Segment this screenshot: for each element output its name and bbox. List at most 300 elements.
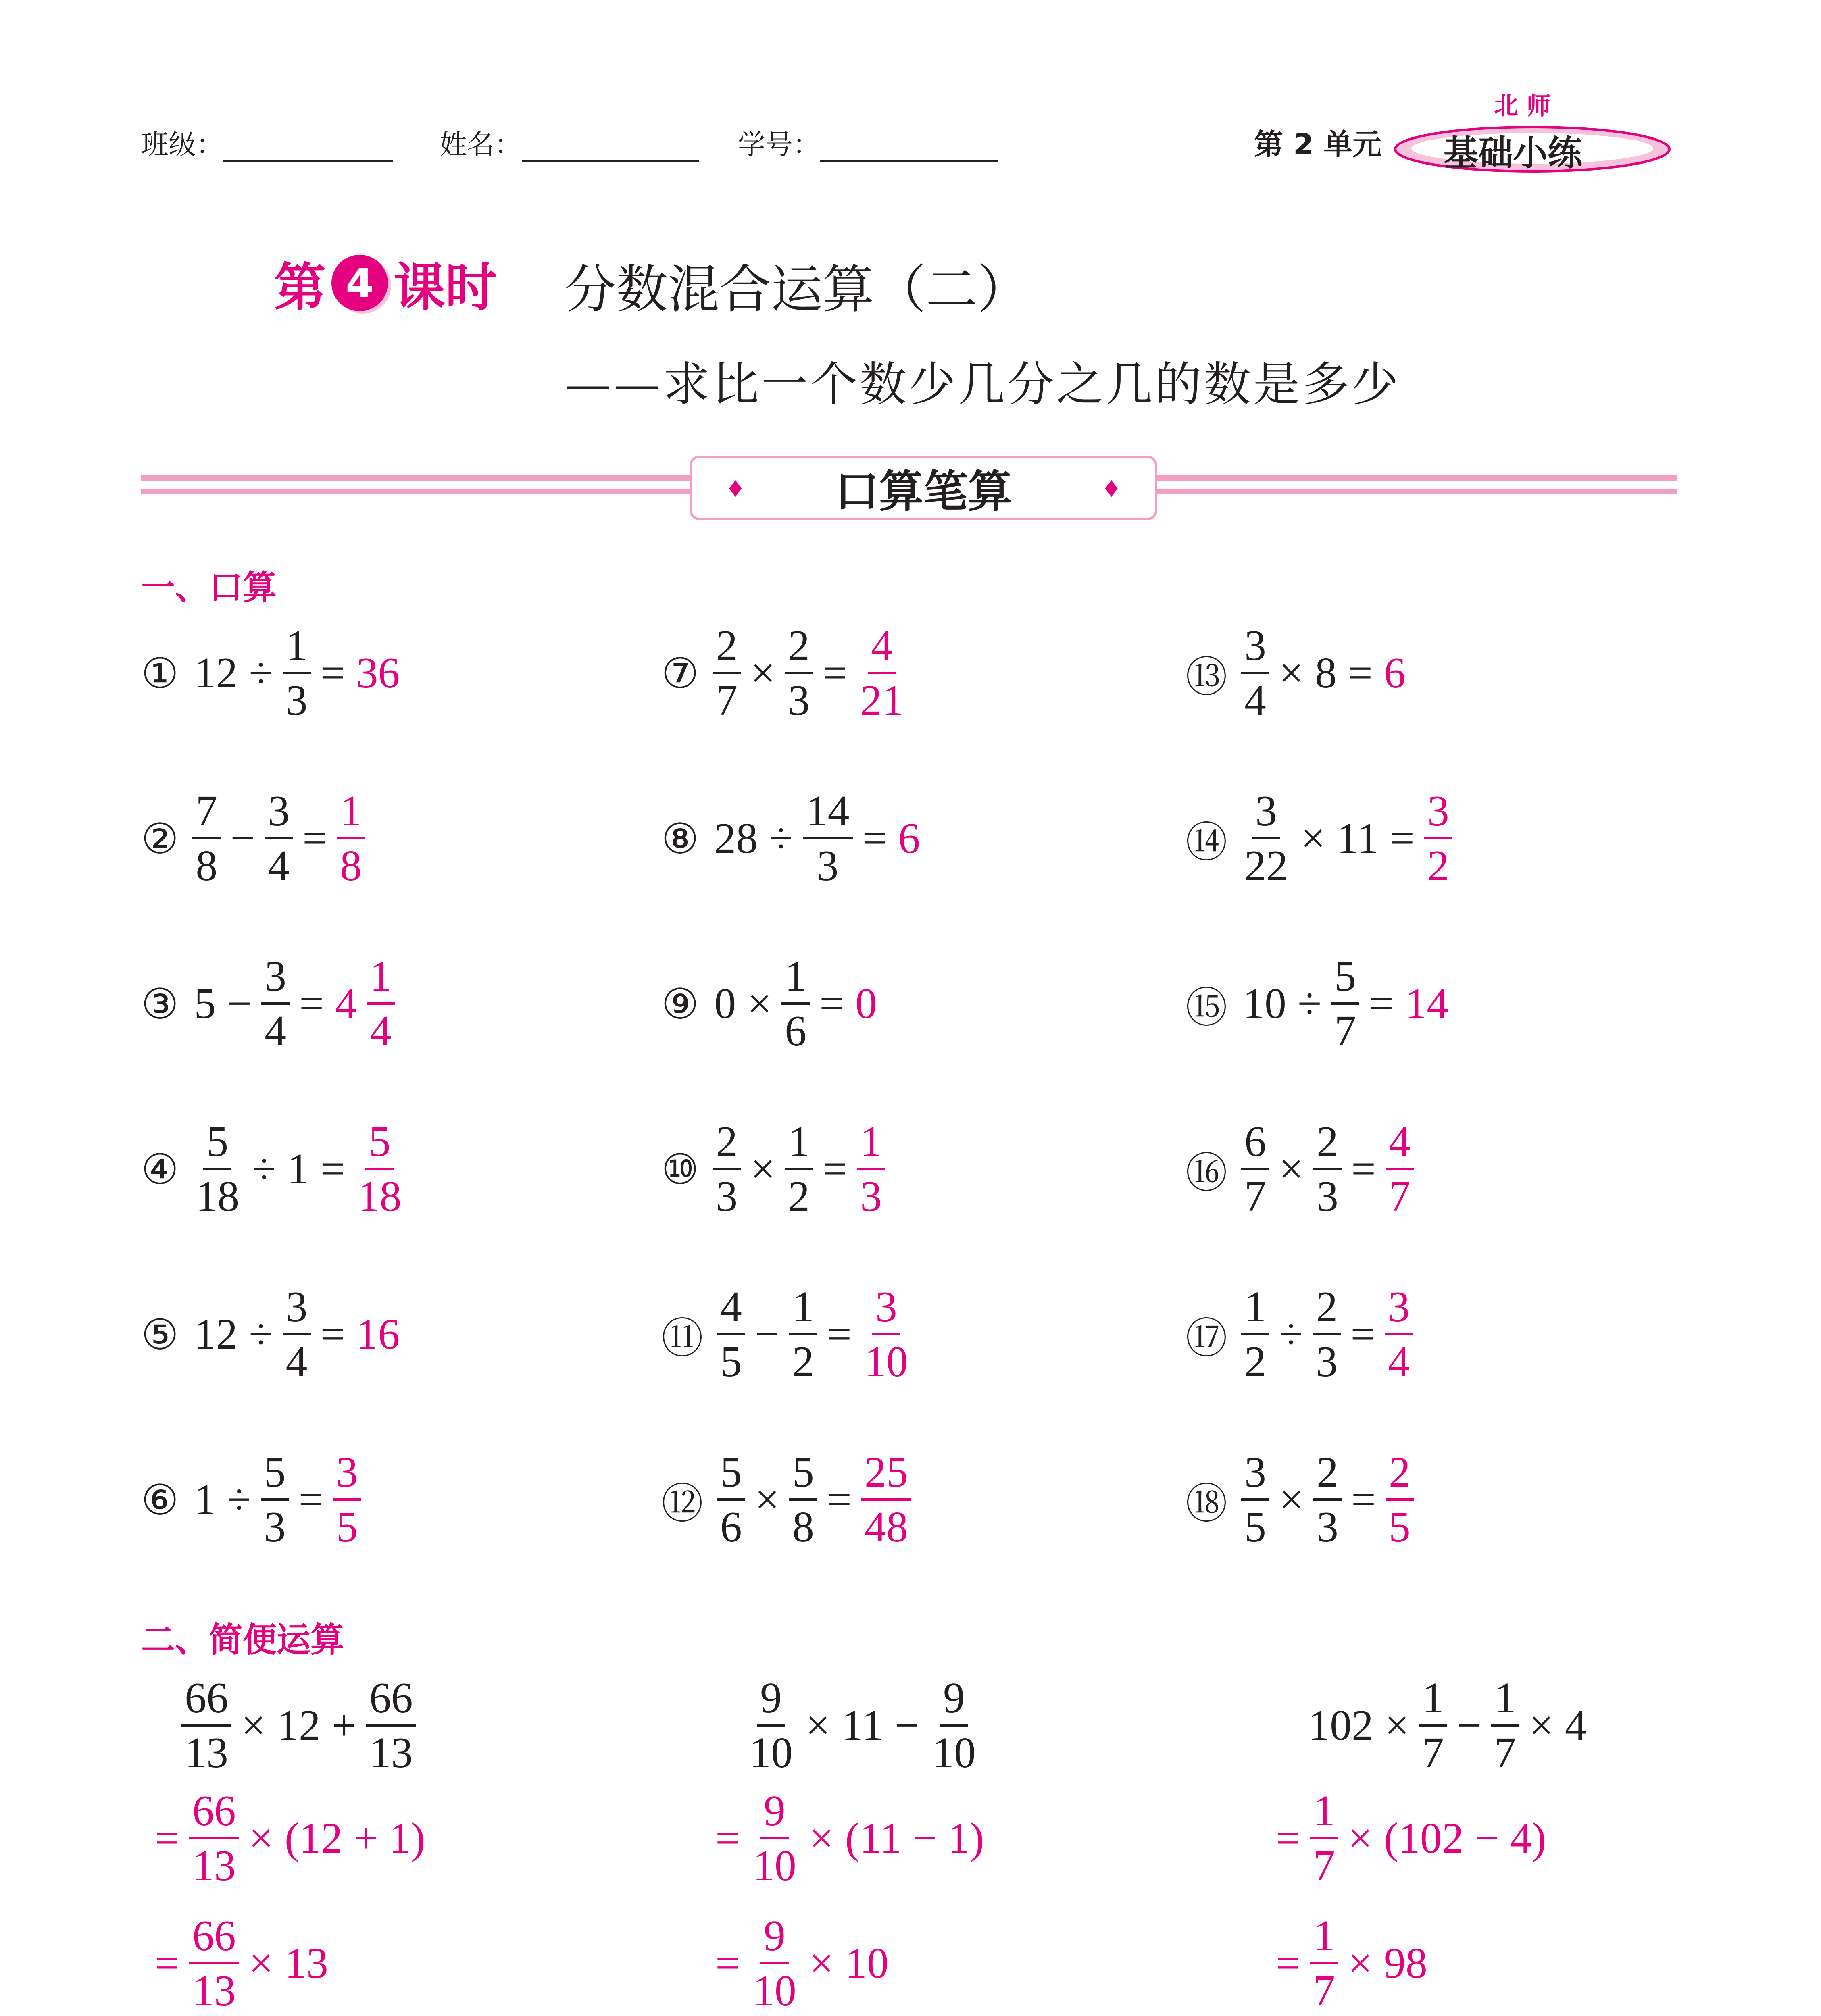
answer: 0 [855,980,877,1028]
math-token: = [715,1939,740,1987]
diamond-icon: ♦ [1104,472,1119,503]
math-token: ÷ [249,1310,273,1358]
id-label: 学号： [738,129,821,161]
denominator: 6 [720,1503,742,1551]
fraction [189,1914,239,2013]
fraction [781,952,810,1055]
oral-problem [141,948,399,1060]
denominator: 2 [792,1338,814,1386]
solution-step [1270,1907,1433,2016]
name-label: 姓名： [440,129,522,161]
fraction [265,789,293,888]
numerator: 1 [337,789,365,839]
fraction [283,624,311,723]
math-token: × [1385,1702,1409,1749]
oral-problem [661,617,911,730]
math-token: × [747,980,772,1028]
fraction [261,1448,289,1551]
denominator: 3 [788,677,810,725]
numerator: 4 [717,1285,745,1335]
id-blank[interactable] [820,129,998,162]
fraction [717,1448,745,1551]
math-token: − [227,980,252,1028]
math-token: 5 [194,980,216,1028]
math-token: ÷ [769,814,793,862]
fraction [713,624,741,723]
lesson-prefix: 第 [274,258,326,318]
denominator: 18 [196,1173,240,1220]
math-token: × [1348,1814,1373,1862]
math-token: (12 + 1) [284,1814,425,1862]
numerator: 9 [757,1677,785,1727]
problem-number: ⑥ [141,1477,179,1524]
math-token: ÷ [249,649,273,697]
oral-problem [141,1278,405,1391]
problem-number: ⑨ [661,981,699,1028]
math-token: × [809,1814,834,1862]
denominator: 10 [752,1842,796,1890]
answer [337,789,365,888]
answer [857,624,907,723]
answer: 6 [1383,649,1406,697]
numerator: 3 [283,1285,311,1335]
problem-number: ⑩ [661,1147,699,1193]
denominator: 13 [185,1729,228,1777]
oral-problem [141,1443,365,1556]
answer: 36 [356,649,400,697]
numerator: 4 [868,624,896,674]
math-token: = [823,649,848,697]
answer: 16 [356,1310,400,1358]
fraction [1241,624,1269,723]
oral-problem [661,782,925,895]
diamond-icon: ♦ [728,472,743,503]
numerator: 5 [789,1451,817,1501]
numerator: 3 [1424,789,1452,839]
numerator: 2 [1313,1285,1341,1335]
math-token: × [1279,649,1304,697]
math-token: = [862,814,887,862]
denominator: 3 [817,842,839,890]
denominator: 7 [716,677,738,725]
numerator: 1 [1310,1789,1338,1839]
denominator: 2 [1427,842,1449,890]
fraction [1419,1674,1447,1777]
banner-stripe-left-2 [141,489,690,494]
answer: 14 [1405,980,1449,1028]
oral-problem [1186,1113,1418,1226]
math-token: = [1390,814,1415,862]
numerator: 14 [803,789,853,839]
solution-step [710,1782,990,1895]
class-label: 班级： [141,129,224,161]
class-blank[interactable] [223,129,393,162]
fraction [713,1120,741,1218]
fraction [261,952,290,1055]
oral-problem [661,948,883,1060]
answer [1424,789,1452,888]
fraction [189,1789,239,1888]
problem-number: ⑫ [661,1481,704,1527]
numerator: 1 [1310,1914,1338,1964]
banner-stripe-right-2 [1157,489,1677,494]
math-token: ÷ [252,1145,276,1193]
fraction [789,1448,817,1551]
fraction [785,1120,813,1218]
answer [333,1448,361,1551]
math-token: (11 − 1) [845,1814,984,1862]
math-token: = [1276,1814,1300,1862]
numerator: 3 [1252,789,1280,839]
answer [1385,1285,1413,1384]
numerator: 2 [713,624,741,674]
numerator: 3 [872,1285,900,1335]
solution-step [710,1907,894,2016]
brand-main: 基础小练 [1444,133,1582,173]
math-token: × [755,1476,779,1524]
fraction [1310,1914,1338,2013]
brand-top: 北 师 [1494,92,1551,120]
denominator: 2 [1244,1338,1267,1386]
oral-problem [1186,782,1456,895]
lesson-title: 分数混合运算（二） [565,260,1029,320]
numerator: 3 [333,1451,361,1501]
denominator: 7 [1388,1173,1411,1220]
fraction [1241,1120,1269,1218]
math-token: 10 [1243,980,1287,1028]
fraction [1491,1674,1519,1777]
math-token: 98 [1383,1939,1427,1987]
unit-label: 第 2 单元 [1254,127,1382,161]
denominator: 4 [1388,1338,1410,1386]
numerator: 25 [861,1451,911,1501]
fraction [750,1789,800,1888]
math-token: 1 [287,1145,309,1193]
math-token: = [1348,649,1373,697]
numerator: 1 [1491,1677,1519,1727]
math-token: − [755,1310,779,1358]
math-token: (102 − 4) [1383,1814,1546,1862]
oral-problem [141,1113,408,1226]
answer [354,1120,404,1218]
answer [861,1285,911,1384]
math-token: × [809,1939,834,1987]
lesson-number-badge: 4 [331,255,388,311]
math-token: ÷ [1298,980,1322,1028]
problem-number: ⑱ [1186,1481,1228,1527]
math-token: × [1348,1939,1373,1987]
oral-problem [1186,948,1454,1060]
banner-stripe-right-1 [1157,475,1677,481]
math-token: = [827,1476,852,1524]
numerator: 1 [789,1285,817,1335]
numerator: 66 [189,1789,239,1839]
math-token: × [1301,814,1325,862]
denominator: 3 [1316,1173,1338,1220]
simplify-question [742,1669,983,1782]
numerator: 6 [1241,1120,1269,1170]
solution-step [1270,1782,1552,1895]
numerator: 66 [181,1677,231,1727]
numerator: 5 [1331,955,1359,1005]
numerator: 1 [1241,1285,1269,1335]
numerator: 9 [760,1914,789,1964]
numerator: 4 [1386,1120,1414,1170]
denominator: 3 [285,677,308,725]
numerator: 3 [1241,624,1269,674]
problem-number: ② [141,816,179,862]
oral-problem [141,617,405,730]
fraction [366,1674,416,1777]
denominator: 2 [788,1173,810,1220]
problem-number: ④ [141,1147,179,1193]
denominator: 5 [1388,1503,1411,1551]
problem-number: ⑬ [1186,654,1228,701]
fraction [192,1120,242,1218]
denominator: 10 [864,1338,908,1386]
math-token: = [1351,1145,1376,1193]
simplify-question [177,1669,420,1782]
denominator: 21 [860,677,904,725]
denominator: 7 [1422,1729,1444,1777]
numerator: 9 [940,1677,968,1727]
math-token: = [320,649,345,697]
math-token: = [819,980,844,1028]
math-token: 102 [1308,1702,1373,1749]
denominator: 3 [860,1173,882,1220]
math-token: × [241,1702,266,1749]
numerator: 3 [1385,1285,1413,1335]
fraction [1313,1285,1341,1384]
denominator: 8 [792,1503,814,1551]
class-field [141,123,393,162]
math-token: = [1350,1310,1375,1358]
math-token: 13 [284,1939,328,1987]
answer: 6 [898,814,920,862]
section-banner [690,456,1157,520]
numerator: 1 [857,1120,885,1170]
oral-problem [1186,617,1411,730]
math-token: = [298,1476,323,1524]
oral-problem [1186,1278,1417,1391]
denominator: 4 [268,842,290,890]
denominator: 13 [369,1729,413,1777]
banner-stripe-left-1 [141,475,690,481]
math-token: = [823,1145,848,1193]
fraction [803,789,853,888]
denominator: 8 [196,842,218,890]
denominator: 5 [720,1338,742,1386]
numerator: 5 [365,1120,394,1170]
denominator: 7 [1334,1007,1356,1055]
math-token: 12 [277,1702,321,1749]
student-id-field [738,123,998,162]
denominator: 6 [785,1007,807,1055]
numerator: 9 [760,1789,789,1839]
fraction [717,1285,745,1384]
math-token: = [1351,1476,1376,1524]
denominator: 13 [192,1967,236,2015]
denominator: 4 [1244,677,1267,725]
numerator: 66 [189,1914,239,1964]
math-token: 12 [194,1310,238,1358]
oral-problem [661,1278,915,1391]
brand-logo [1391,92,1673,177]
math-token: × [806,1702,830,1749]
problem-number: ① [141,651,179,697]
numerator: 1 [367,955,395,1005]
math-token: ÷ [1279,1310,1303,1358]
fraction [750,1914,800,2013]
fraction [746,1674,796,1777]
math-token: × [248,1814,273,1862]
denominator: 4 [285,1338,308,1386]
lesson-suffix: 课时 [394,258,497,318]
numerator: 2 [785,624,813,674]
math-token: 11 [841,1702,883,1749]
math-token: 12 [194,649,238,697]
fraction [1241,1285,1269,1384]
math-token: × [248,1939,273,1987]
denominator: 3 [264,1503,286,1551]
fraction [181,1674,231,1777]
denominator: 5 [1244,1503,1267,1551]
answer [861,1448,911,1551]
answer [1386,1120,1414,1218]
fraction [1331,952,1359,1055]
numerator: 3 [261,955,290,1005]
numerator: 5 [203,1120,231,1170]
numerator: 3 [1241,1451,1269,1501]
math-token: 10 [845,1939,889,1987]
numerator: 2 [713,1120,741,1170]
fraction [283,1285,311,1384]
problem-number: ⑮ [1186,985,1228,1031]
answer [367,952,395,1055]
math-token: × [750,1145,775,1193]
math-token: + [331,1702,356,1749]
name-blank[interactable] [522,129,699,162]
denominator: 7 [1313,1842,1335,1890]
denominator: 3 [716,1173,738,1220]
math-token: 11 [1336,814,1379,862]
numerator: 1 [283,624,311,674]
math-token: × [1529,1702,1554,1749]
math-token: − [1456,1702,1481,1749]
numerator: 3 [265,789,293,839]
fraction [789,1285,817,1384]
math-token: × [750,649,775,697]
denominator: 5 [336,1503,358,1551]
denominator: 10 [749,1729,793,1777]
numerator: 2 [1386,1451,1414,1501]
denominator: 3 [1316,1338,1338,1386]
denominator: 8 [340,842,362,890]
problem-number: ⑯ [1186,1150,1228,1197]
denominator: 18 [358,1173,402,1220]
fraction [929,1674,979,1777]
math-token: 4 [1565,1702,1587,1749]
numerator: 5 [717,1451,745,1501]
fraction [1241,789,1291,888]
fraction [1241,1448,1269,1551]
section2-title: 二、简便运算 [141,1620,345,1660]
solution-step [149,1907,334,2016]
denominator: 22 [1244,842,1288,890]
problem-number: ⑧ [661,816,699,862]
problem-number: ③ [141,981,179,1028]
name-field [440,123,699,162]
fraction [1310,1789,1338,1888]
solution-step [149,1782,431,1895]
math-token: = [320,1310,345,1358]
math-token: − [230,814,255,862]
math-token: 0 [714,980,736,1028]
answer [857,1120,885,1218]
math-token: 28 [714,814,758,862]
oral-problem [661,1113,889,1226]
denominator: 48 [864,1503,908,1551]
oral-problem [661,1443,915,1556]
denominator: 7 [1244,1173,1267,1220]
math-token: = [320,1145,345,1193]
denominator: 7 [1494,1729,1516,1777]
math-token: ÷ [227,1476,251,1524]
fraction [1313,1120,1342,1218]
math-token: − [894,1702,919,1749]
fraction [785,624,813,723]
answer [1386,1448,1414,1551]
math-token: = [155,1939,179,1987]
math-token: × [1279,1476,1304,1524]
denominator: 7 [1313,1967,1335,2015]
numerator: 1 [781,955,810,1005]
problem-number: ⑦ [661,651,699,697]
numerator: 5 [261,1451,289,1501]
problem-number: ⑰ [1186,1316,1228,1362]
banner-title: 口算笔算 [835,466,1012,517]
fraction [1313,1448,1342,1551]
lesson-label [274,246,497,320]
numerator: 1 [785,1120,813,1170]
simplify-question [1302,1669,1592,1782]
denominator: 3 [1316,1503,1338,1551]
math-token: = [1276,1939,1300,1987]
oral-problem [141,782,369,895]
math-token: 8 [1315,649,1337,697]
denominator: 4 [265,1007,287,1055]
numerator: 7 [192,789,221,839]
math-token: × [1279,1145,1304,1193]
denominator: 10 [932,1729,976,1777]
math-token: = [299,980,324,1028]
math-token: = [827,1310,852,1358]
math-token: = [715,1814,740,1862]
denominator: 13 [192,1842,236,1890]
math-token: = [1369,980,1394,1028]
fraction [192,789,221,888]
oral-problem [1186,1443,1418,1556]
numerator: 1 [1419,1677,1447,1727]
math-token: 1 [194,1476,216,1524]
numerator: 66 [366,1677,416,1727]
math-token: = [302,814,327,862]
lesson-subtitle: ——求比一个数少几分之几的数是多少 [565,357,1401,412]
numerator: 2 [1313,1451,1342,1501]
section1-title: 一、口算 [141,568,277,607]
math-token: = [155,1814,179,1862]
numerator: 2 [1313,1120,1342,1170]
